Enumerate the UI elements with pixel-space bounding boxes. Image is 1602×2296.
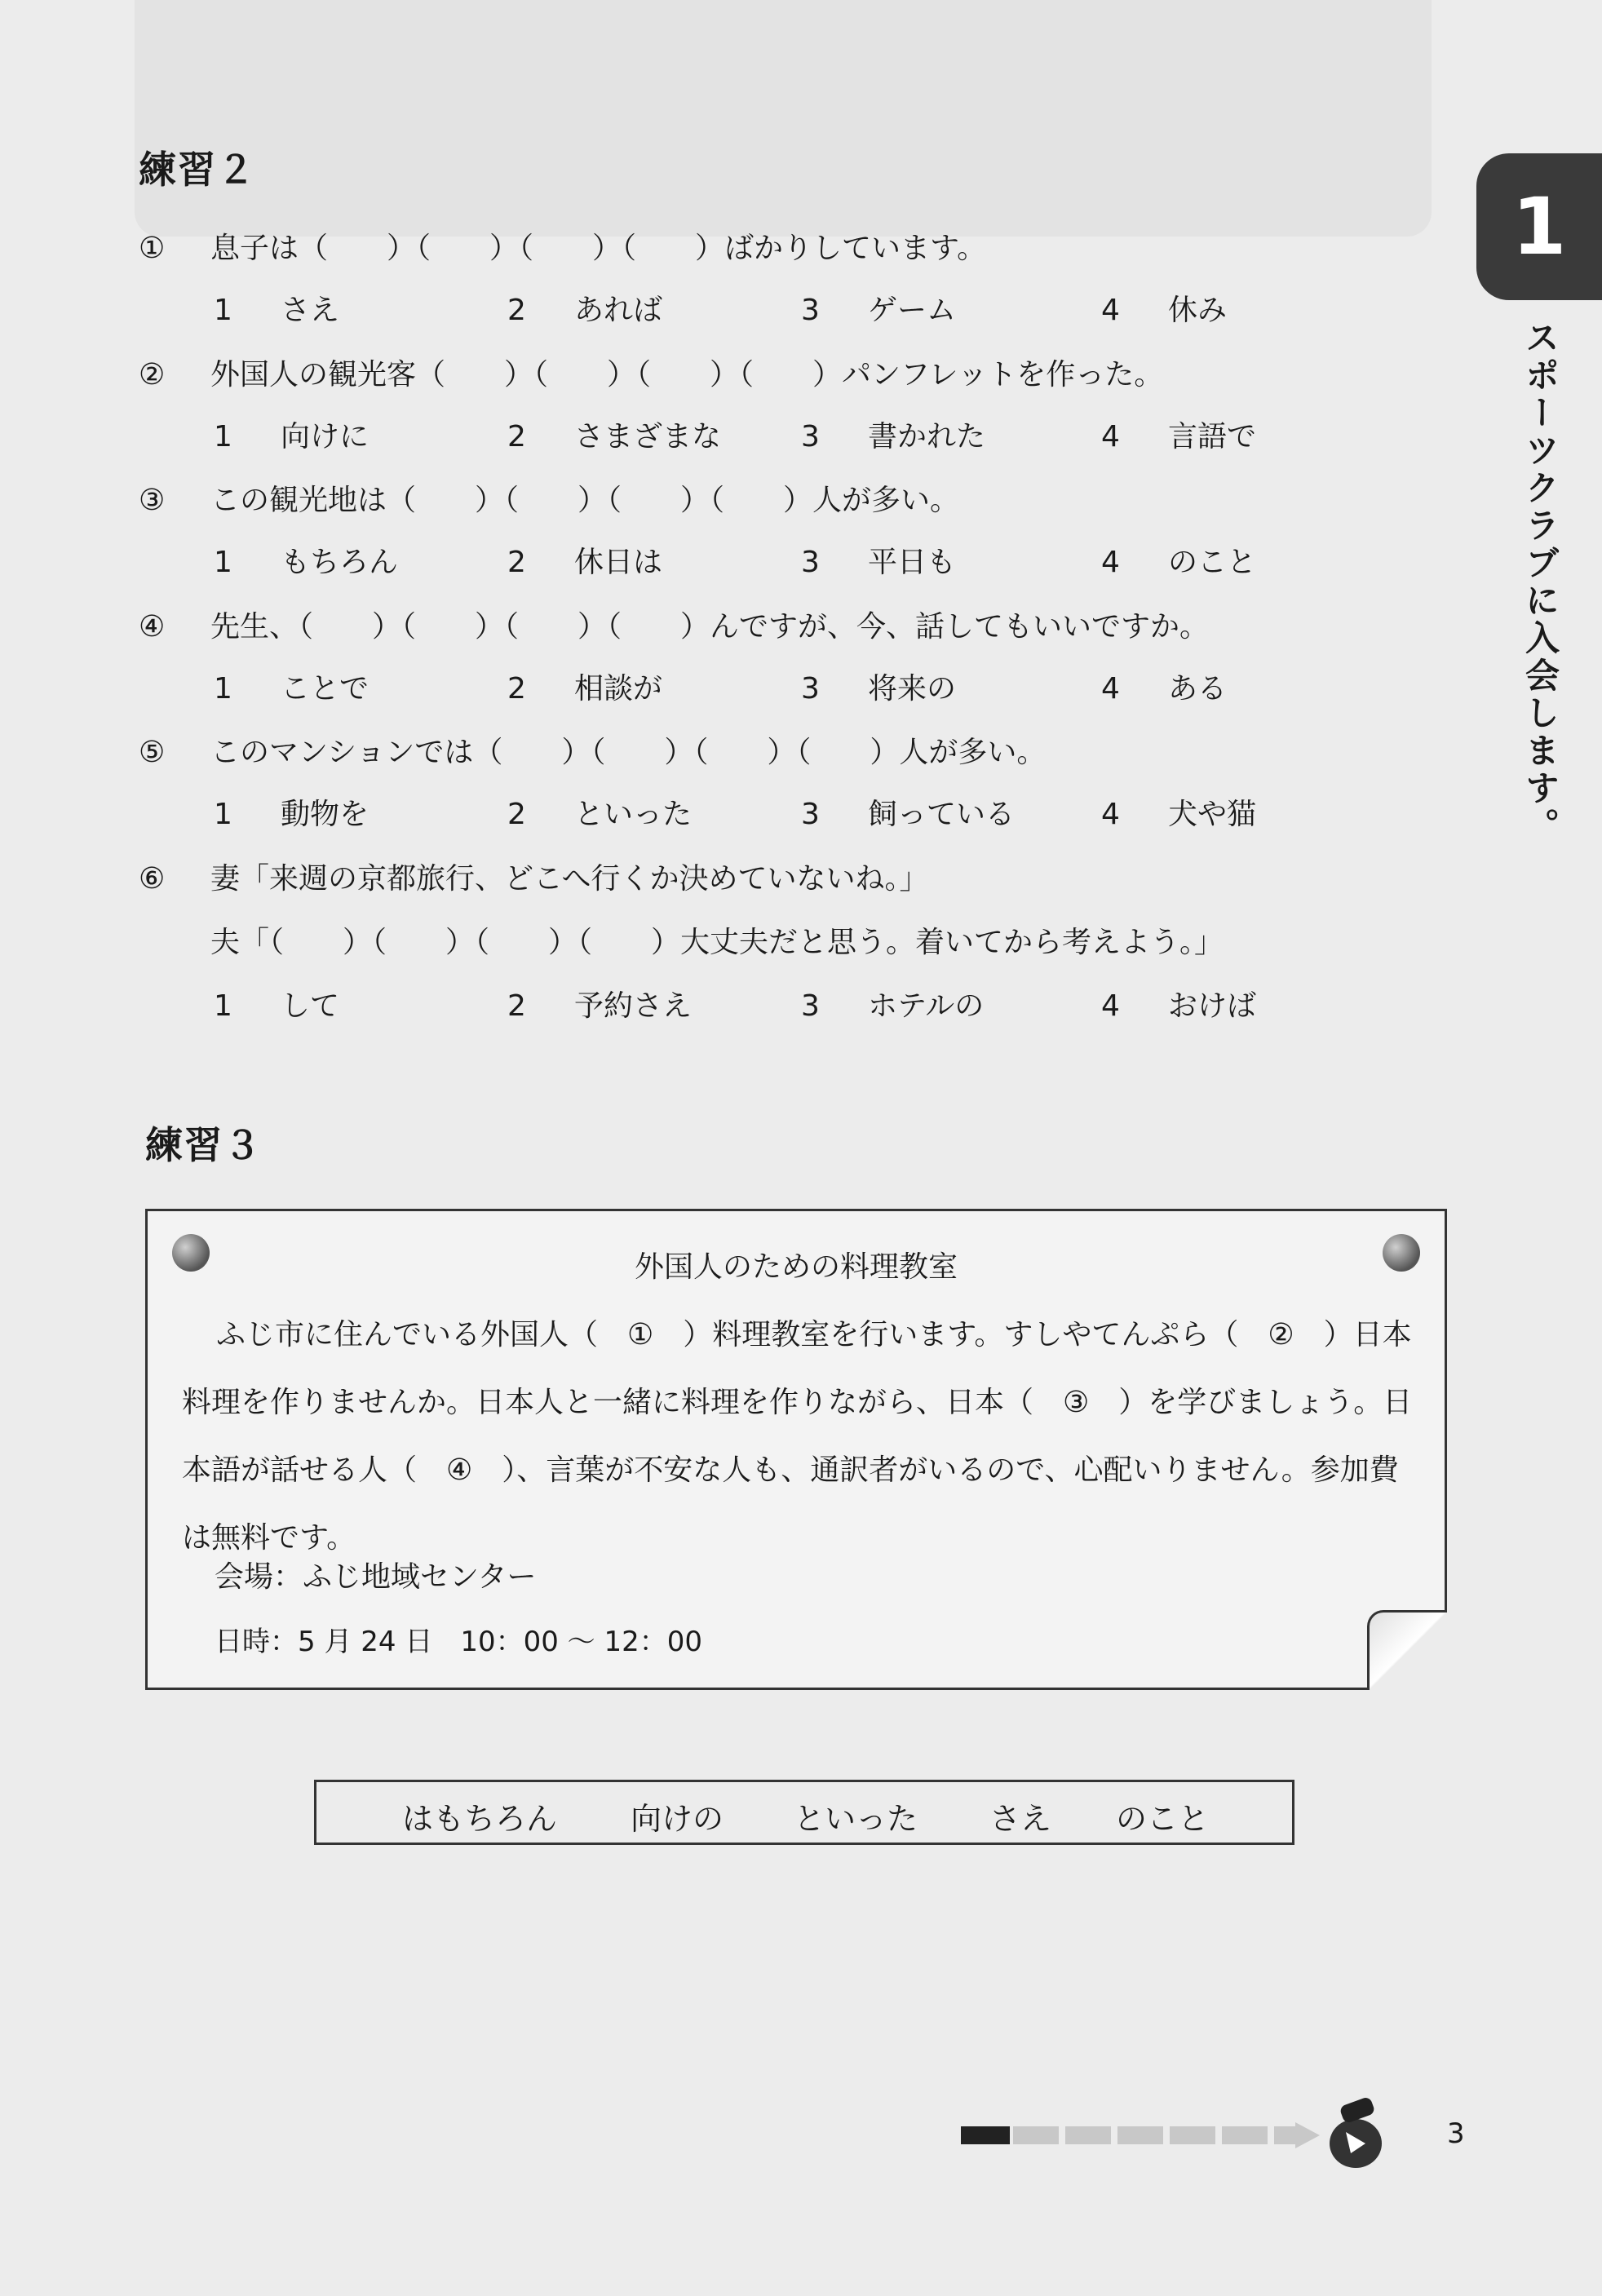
choice-text: 書かれた (868, 420, 986, 453)
choice-option (801, 790, 1015, 839)
question-text: 息子は（ ）（ ）（ ）（ ）ばかりしています。 (210, 232, 987, 265)
progress-segment-remaining (1013, 2126, 1299, 2144)
question-row (139, 224, 986, 273)
choice-option (214, 538, 398, 587)
question-number: ② (139, 358, 166, 392)
choice-number: 2 (507, 546, 526, 579)
question-text: 先生、（ ）（ ）（ ）（ ）んですが、今、話してもいいですか。 (210, 610, 1210, 644)
page-curl-icon (1367, 1610, 1447, 1690)
choice-text: ゲーム (868, 294, 957, 327)
progress-segment-active (961, 2126, 1010, 2144)
choice-text: さえ (281, 294, 340, 327)
choice-option (1101, 790, 1256, 839)
choice-text: おけば (1168, 989, 1257, 1023)
page-number: 3 (1447, 2117, 1465, 2150)
choice-option (507, 286, 662, 335)
choice-text: 飼っている (868, 798, 1016, 831)
question-text-line2: 夫「（ ）（ ）（ ）（ ）大丈夫だと思う。着いてから考えよう。」 (210, 926, 1224, 959)
question-row (139, 728, 1046, 777)
choice-text: 犬や猫 (1168, 798, 1257, 831)
notice-body: ふじ市に住んでいる外国人（ ① ）料理教室を行います。すしやてんぷら（ ② ）日本料理を作りませんか。日本人と一緒に料理を作りながら、日本（ ③ ）を学びましょう。日本語が話せる人（ ④ ）、言葉が不安な人も、通訳者がいるので、心配いりません。参加費は無料です。 (182, 1318, 1413, 1555)
choice-option (801, 982, 984, 1031)
choice-number: 1 (214, 798, 232, 831)
choice-option (214, 982, 339, 1031)
choice-number: 1 (214, 294, 232, 327)
choice-number: 4 (1101, 672, 1120, 706)
question-number: ④ (139, 610, 166, 644)
word-bank-item: といった (794, 1801, 918, 1837)
chapter-number: 1 (1511, 181, 1567, 272)
choice-text: さまざまな (574, 420, 722, 453)
choice-text: 休日は (574, 546, 663, 579)
choice-number: 3 (801, 989, 820, 1023)
choice-option (801, 413, 985, 462)
choice-number: 4 (1101, 420, 1120, 453)
choice-number: 1 (214, 420, 232, 453)
choice-option (1101, 538, 1256, 587)
question-number: ⑥ (139, 862, 166, 896)
choice-option (507, 665, 662, 714)
choice-option (507, 982, 692, 1031)
choice-number: 3 (801, 420, 820, 453)
choice-option (507, 538, 662, 587)
word-bank (314, 1780, 1294, 1845)
choice-option (1101, 413, 1256, 462)
word-bank-item: さえ (989, 1801, 1052, 1837)
choice-number: 3 (801, 294, 820, 327)
question-row (139, 476, 959, 525)
choice-option (801, 286, 956, 335)
choice-number: 3 (801, 798, 820, 831)
choice-text: 予約さえ (574, 989, 693, 1023)
notice-card (145, 1209, 1447, 1690)
runner-mascot-icon (1320, 2095, 1392, 2173)
choice-option (214, 413, 369, 462)
choice-text: 相談が (574, 672, 663, 706)
faded-background-panel (135, 0, 1432, 237)
chapter-tab (1476, 153, 1602, 300)
choice-number: 2 (507, 672, 526, 706)
choice-text: ことで (281, 672, 370, 706)
choice-text: といった (574, 798, 693, 831)
question-number: ① (139, 232, 166, 265)
question-text: 外国人の観光客（ ）（ ）（ ）（ ）パンフレットを作った。 (210, 358, 1164, 392)
question-number: ⑤ (139, 736, 166, 769)
choice-text: 将来の (868, 672, 957, 706)
choice-option (214, 665, 369, 714)
choice-number: 4 (1101, 798, 1120, 831)
question-row (139, 351, 1163, 400)
choice-number: 4 (1101, 546, 1120, 579)
question-row (139, 603, 1209, 652)
choice-number: 2 (507, 989, 526, 1023)
choice-option (801, 665, 956, 714)
choice-option (1101, 665, 1227, 714)
choice-option (1101, 982, 1256, 1031)
choice-number: 3 (801, 672, 820, 706)
choice-option (214, 790, 369, 839)
chapter-title: スポーツクラブに入会します。 (1520, 320, 1560, 845)
choice-number: 4 (1101, 294, 1120, 327)
choice-text: 向けに (281, 420, 370, 453)
choice-text: 動物を (281, 798, 370, 831)
question-text: 妻「来週の京都旅行、どこへ行くか決めていないね。」 (210, 862, 929, 896)
choice-number: 4 (1101, 989, 1120, 1023)
exercise3-title: 練習３ (145, 1123, 263, 1167)
choice-text: 言語で (1168, 420, 1257, 453)
notice-place: 会場：ふじ地域センター (215, 1560, 537, 1594)
choice-text: 休み (1168, 294, 1228, 327)
choice-option (801, 538, 956, 587)
word-bank-item: 向けの (631, 1801, 724, 1837)
exercise2-title: 練習２ (139, 148, 256, 192)
word-bank-item: のこと (1116, 1801, 1210, 1837)
choice-number: 1 (214, 989, 232, 1023)
notice-title: 外国人のための料理教室 (634, 1250, 958, 1284)
question-text: この観光地は（ ）（ ）（ ）（ ）人が多い。 (210, 484, 960, 517)
choice-number: 2 (507, 420, 526, 453)
notice-date: 日時：5 月 24 日 10：00 〜 12：00 (215, 1626, 702, 1658)
choice-text: 平日も (868, 546, 957, 579)
choice-option (507, 413, 721, 462)
choice-text: ある (1168, 672, 1228, 706)
choice-number: 2 (507, 294, 526, 327)
choice-option (507, 790, 692, 839)
choice-text: ホテルの (868, 989, 985, 1023)
choice-option (214, 286, 339, 335)
choice-number: 1 (214, 546, 232, 579)
question-row (139, 855, 929, 904)
choice-number: 3 (801, 546, 820, 579)
choice-text: もちろん (281, 546, 399, 579)
choice-text: して (281, 989, 340, 1023)
question-number: ③ (139, 484, 166, 517)
choice-option (1101, 286, 1227, 335)
choice-number: 1 (214, 672, 232, 706)
choice-text: あれば (574, 294, 663, 327)
question-text: このマンションでは（ ）（ ）（ ）（ ）人が多い。 (210, 736, 1047, 769)
choice-text: のこと (1168, 546, 1257, 579)
choice-number: 2 (507, 798, 526, 831)
word-bank-item: はもちろん (402, 1801, 558, 1837)
